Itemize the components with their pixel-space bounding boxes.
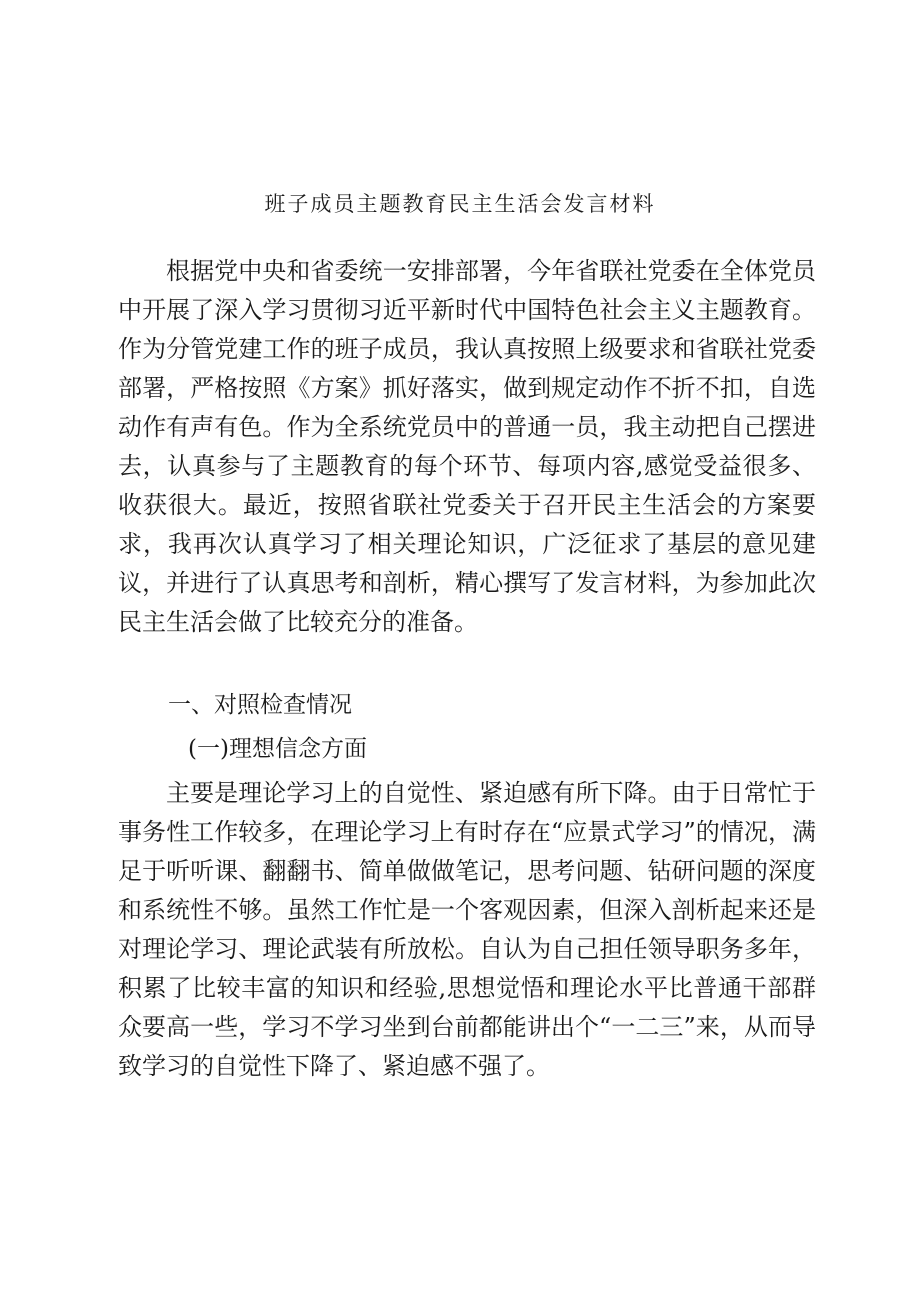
document-title: 班子成员主题教育民主生活会发言材料 bbox=[264, 192, 656, 216]
subsection-heading-ideals: (一)理想信念方面 bbox=[188, 736, 367, 762]
ideals-paragraph: 主要是理论学习上的自觉性、紧迫感有所下降。由于日常忙于事务性工作较多，在理论学习上有时存在“应景式学习”的情况，满足于听听课、翻翻书、简单做做笔记，思考问题、钻研问题的深度和系统性不够。虽然工作忙是一个客观因素，但深入剖析起来还是对理论学习、理论武装有所放松。自认为自己担任领导职务多年，积累了比较丰富的知识和经验,思想觉悟和理论水平比普通干部群众要高一些，学习不学习坐到台前都能讲出个“一二三”来，从而导致学习的自觉性下降了、紧迫感不强了。 bbox=[118, 779, 816, 1080]
section-heading-inspection: 一、对照检查情况 bbox=[168, 692, 352, 718]
intro-paragraph: 根据党中央和省委统一安排部署，今年省联社党委在全体党员中开展了深入学习贯彻习近平新时代中国特色社会主义主题教育。作为分管党建工作的班子成员，我认真按照上级要求和省联社党委部署，严格按照《方案》抓好落实，做到规定动作不折不扣，自选动作有声有色。作为全系统党员中的普通一员，我主动把自己摆进去，认真参与了主题教育的每个环节、每项内容,感觉受益很多、收获很大。最近，按照省联社党委关于召开民主生活会的方案要求，我再次认真学习了相关理论知识，广泛征求了基层的意见建议，并进行了认真思考和剖析，精心撰写了发言材料，为参加此次民主生活会做了比较充分的准备。 bbox=[118, 257, 816, 636]
